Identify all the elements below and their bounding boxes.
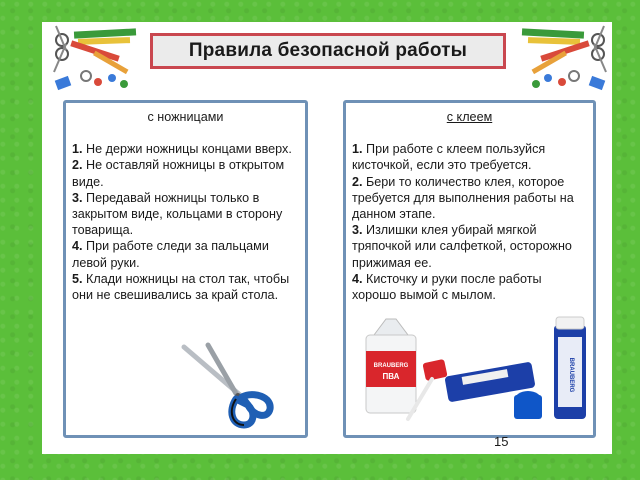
glue-rules-heading: с клеем xyxy=(446,110,493,124)
page-number: 15 xyxy=(494,434,509,449)
glue-products-icon xyxy=(354,315,594,433)
glue-rule-2: 2. Бери то количество клея, которое требуется для выполнения работы на данном этапе. xyxy=(352,174,574,222)
glue-rule-1: 1. При работе с клеем пользуйся кисточкой, если это требуется. xyxy=(352,142,546,173)
glue-bottle-brand-label: BRAUBERG xyxy=(373,363,409,369)
scissors-rule-5: 5. Клади ножницы на стол так, чтобы они не свешивались за край стола. xyxy=(72,271,290,303)
glue-bottle-type-label: ПВА xyxy=(382,372,400,381)
scissors-rule-3: 3. Передавай ножницы только в закрытом виде, кольцами в сторону товарища. xyxy=(72,190,283,238)
glue-rule-3: 3. Излишки клея убирай мягкой тряпочкой или салфеткой, осторожно прижимая ее. xyxy=(352,223,572,270)
scissors-rule-4: 4. При работе следи за пальцами левой руки. xyxy=(72,239,269,270)
stationery-decoration-left-icon xyxy=(48,24,144,94)
glue-stick-brand-label: BRAUBERG xyxy=(568,357,574,393)
scissors-rules-heading: с ножницами xyxy=(147,110,224,124)
slide xyxy=(42,22,612,454)
glue-rules-panel xyxy=(343,100,596,438)
glue-rule-4: 4. Кисточку и руки после работы хорошо вымой с мылом. xyxy=(352,271,542,303)
page-title: Правила безопасной работы xyxy=(150,33,506,69)
scissors-icon xyxy=(178,343,278,433)
stationery-decoration-right-icon xyxy=(516,24,612,94)
scissors-rule-2: 2. Не оставляй ножницы в открытом виде. xyxy=(72,158,285,189)
scissors-rules-panel xyxy=(63,100,308,438)
scissors-rule-1: 1. Не держи ножницы концами вверх. xyxy=(72,142,292,157)
